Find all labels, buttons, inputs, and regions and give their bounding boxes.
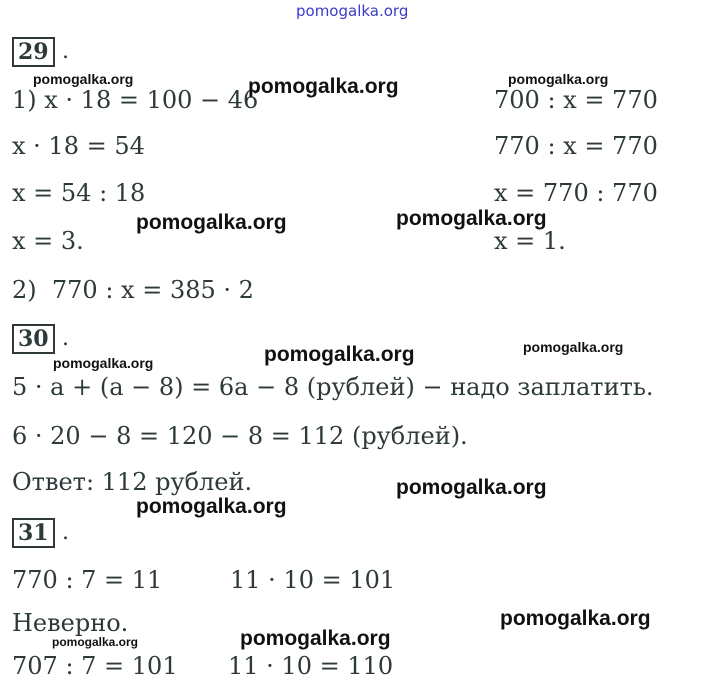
task-29-line-3: x = 54 : 18 [12,179,146,207]
task-30-line-1: 5 · a + (a − 8) = 6a − 8 (рублей) − надо заплатить. [12,373,654,401]
watermark: pomogalka.org [396,207,547,230]
task-29-right-line-2: 770 : x = 770 [494,132,658,160]
task-29-line-2: x · 18 = 54 [12,132,145,160]
task-29-line-5: 2) 770 : x = 385 · 2 [12,276,254,304]
task-30-answer: Ответ: 112 рублей. [12,468,253,496]
watermark: pomogalka.org [523,339,624,355]
watermark: pomogalka.org [248,75,399,98]
watermark: pomogalka.org [508,71,609,87]
task-30-line-2: 6 · 20 − 8 = 120 − 8 = 112 (рублей). [12,422,468,450]
task-29-line-4: x = 3. [12,227,84,255]
task-number-30: 30 [12,324,55,354]
task-29-right-line-1: 700 : x = 770 [494,86,658,114]
watermark: pomogalka.org [264,343,415,366]
watermark: pomogalka.org [240,627,391,650]
watermark: pomogalka.org [396,476,547,499]
task-number-dot: . [62,520,69,545]
task-number-31: 31 [12,518,55,548]
task-29-right-line-3: x = 770 : 770 [494,179,658,207]
task-number-dot: . [62,39,69,64]
task-29-line-1: 1) x · 18 = 100 − 46 [12,86,259,114]
task-31-verdict: Неверно. [12,609,129,637]
task-31-line-2-left: 707 : 7 = 101 [12,652,178,680]
watermark: pomogalka.org [33,71,134,87]
task-number-dot: . [62,326,69,351]
watermark-top: pomogalka.org [296,2,409,20]
task-31-line-1-left: 770 : 7 = 11 [12,566,163,594]
watermark: pomogalka.org [136,211,287,234]
watermark: pomogalka.org [53,355,154,371]
watermark: pomogalka.org [500,607,651,630]
task-31-line-2-right: 11 · 10 = 110 [228,652,394,680]
watermark: pomogalka.org [52,635,139,649]
task-29-right-line-4: x = 1. [494,227,566,255]
task-31-line-1-right: 11 · 10 = 101 [230,566,396,594]
task-number-29: 29 [12,37,55,67]
watermark: pomogalka.org [136,495,287,518]
